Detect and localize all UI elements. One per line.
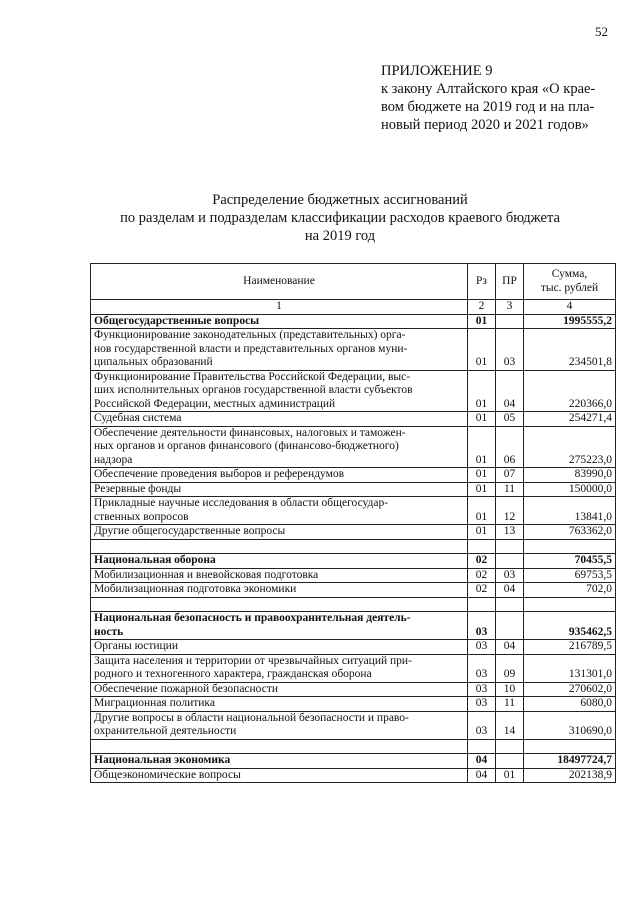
row-sum: 18497724,7	[524, 754, 616, 769]
row-rz: 03	[468, 640, 496, 655]
row-sum: 270602,0	[524, 682, 616, 697]
row-name	[91, 612, 468, 640]
row-name	[91, 597, 468, 612]
row-pr: 01	[496, 768, 524, 783]
row-pr	[496, 612, 524, 640]
row-name	[91, 640, 468, 655]
table-row	[91, 370, 616, 412]
table-row	[91, 568, 616, 583]
appendix-block	[381, 62, 619, 134]
title-line: по разделам и подразделам классификации расходов краевого бюджета	[120, 210, 560, 226]
row-rz: 01	[468, 426, 496, 468]
table-row	[91, 497, 616, 525]
row-name	[91, 497, 468, 525]
row-sum: 254271,4	[524, 412, 616, 427]
row-rz	[468, 539, 496, 554]
row-pr: 03	[496, 329, 524, 371]
header-rz: Рз	[468, 264, 496, 300]
row-sum: 763362,0	[524, 525, 616, 540]
row-name-line: Обеспечение пожарной безопасности	[94, 682, 279, 695]
section-row	[91, 754, 616, 769]
row-name	[91, 554, 468, 569]
row-rz: 03	[468, 682, 496, 697]
row-pr	[496, 314, 524, 329]
table-row	[91, 711, 616, 739]
table-row	[91, 468, 616, 483]
row-name-line: охранительной деятельности	[94, 725, 237, 737]
table-row	[91, 654, 616, 682]
appendix-line: к закону Алтайского края «О крае-	[381, 81, 596, 97]
row-name-line: Прикладные научные исследования в области общегосудар-	[94, 497, 389, 509]
column-number: 1	[91, 300, 468, 315]
row-name-line: ность	[94, 625, 124, 638]
row-rz: 01	[468, 468, 496, 483]
column-number-row	[91, 300, 616, 315]
row-sum: 935462,5	[524, 612, 616, 640]
row-name-line: надзора	[94, 453, 133, 466]
row-name-line: Резервные фонды	[94, 482, 182, 495]
row-sum: 83990,0	[524, 468, 616, 483]
row-sum: 131301,0	[524, 654, 616, 682]
header-sum-line: тыс. рублей	[540, 281, 599, 294]
spacer-row	[91, 739, 616, 754]
row-name	[91, 768, 468, 783]
column-number: 4	[524, 300, 616, 315]
row-name-line: Функционирование законодательных (представительных) орга-	[94, 329, 406, 341]
row-rz: 04	[468, 768, 496, 783]
row-rz: 01	[468, 497, 496, 525]
row-pr: 05	[496, 412, 524, 427]
row-sum: 150000,0	[524, 482, 616, 497]
table-row	[91, 482, 616, 497]
section-row	[91, 612, 616, 640]
row-sum: 234501,8	[524, 329, 616, 371]
header-sum-line: Сумма,	[551, 268, 588, 280]
row-name	[91, 568, 468, 583]
row-rz	[468, 597, 496, 612]
column-number: 3	[496, 300, 524, 315]
row-rz: 02	[468, 554, 496, 569]
row-name	[91, 314, 468, 329]
row-pr: 11	[496, 697, 524, 712]
row-name	[91, 482, 468, 497]
row-pr	[496, 554, 524, 569]
row-name-line: Общеэкономические вопросы	[94, 768, 241, 781]
appendix-line: новый период 2020 и 2021 годов»	[381, 117, 589, 133]
row-rz	[468, 739, 496, 754]
title-line: на 2019 год	[304, 228, 376, 244]
row-name-line: Российской Федерации, местных администраций	[94, 397, 336, 410]
row-name-line: Мобилизационная подготовка экономики	[94, 583, 297, 595]
row-sum: 310690,0	[524, 711, 616, 739]
row-name-line: Национальная экономика	[94, 754, 231, 766]
row-name-line: Общегосударственные вопросы	[94, 314, 260, 327]
table-body	[91, 314, 616, 783]
row-rz: 04	[468, 754, 496, 769]
row-name-line: нов государственной власти и представительных органов муни-	[94, 342, 408, 355]
document-title	[60, 191, 620, 245]
row-pr: 06	[496, 426, 524, 468]
spacer-row	[91, 539, 616, 554]
table-row	[91, 768, 616, 783]
row-name	[91, 329, 468, 371]
row-name-line: ных органов и органов финансового (финансово-бюджетного)	[94, 440, 399, 452]
row-rz: 03	[468, 711, 496, 739]
row-pr	[496, 739, 524, 754]
row-pr	[496, 754, 524, 769]
row-rz: 01	[468, 482, 496, 497]
header-sum	[524, 264, 616, 300]
page-number: 52	[595, 24, 608, 39]
row-pr: 10	[496, 682, 524, 697]
row-name	[91, 370, 468, 412]
row-rz: 01	[468, 370, 496, 412]
table-row	[91, 640, 616, 655]
section-row	[91, 554, 616, 569]
row-name-line: ственных вопросов	[94, 510, 189, 523]
row-pr: 04	[496, 370, 524, 412]
table-row	[91, 329, 616, 371]
table-row	[91, 426, 616, 468]
appendix-line: ПРИЛОЖЕНИЕ 9	[381, 63, 493, 79]
table-row	[91, 583, 616, 598]
row-name-line: Обеспечение деятельности финансовых, налоговых и таможен-	[94, 426, 406, 439]
row-name	[91, 697, 468, 712]
row-name	[91, 583, 468, 598]
row-pr: 09	[496, 654, 524, 682]
table-row	[91, 412, 616, 427]
row-name	[91, 525, 468, 540]
row-rz: 03	[468, 697, 496, 712]
row-name-line: Органы юстиции	[94, 640, 178, 652]
row-sum	[524, 597, 616, 612]
row-pr	[496, 539, 524, 554]
row-name	[91, 754, 468, 769]
row-sum: 1995555,2	[524, 314, 616, 329]
row-name-line: родного и техногенного характера, гражданская оборона	[94, 668, 372, 680]
table-header-row	[91, 264, 616, 300]
row-pr: 11	[496, 482, 524, 497]
budget-table	[90, 263, 616, 783]
row-sum: 220366,0	[524, 370, 616, 412]
row-sum: 70455,5	[524, 554, 616, 569]
row-name	[91, 468, 468, 483]
header-name: Наименование	[91, 264, 468, 300]
row-rz: 01	[468, 329, 496, 371]
row-name-line: ших исполнительных органов государственной власти субъектов	[94, 384, 413, 396]
row-rz: 02	[468, 583, 496, 598]
row-rz: 01	[468, 314, 496, 329]
row-sum	[524, 539, 616, 554]
row-sum: 69753,5	[524, 568, 616, 583]
row-rz: 01	[468, 412, 496, 427]
row-sum: 275223,0	[524, 426, 616, 468]
row-pr: 13	[496, 525, 524, 540]
row-name-line: Другие общегосударственные вопросы	[94, 525, 286, 537]
table-row	[91, 525, 616, 540]
section-row	[91, 314, 616, 329]
row-pr	[496, 597, 524, 612]
row-name-line: Национальная безопасность и правоохранительная деятель-	[94, 612, 411, 624]
row-name	[91, 539, 468, 554]
row-name	[91, 412, 468, 427]
row-name	[91, 654, 468, 682]
row-name-line: Обеспечение проведения выборов и референдумов	[94, 468, 345, 480]
row-pr: 07	[496, 468, 524, 483]
row-name	[91, 682, 468, 697]
row-name	[91, 426, 468, 468]
row-sum: 13841,0	[524, 497, 616, 525]
row-pr: 04	[496, 640, 524, 655]
row-sum: 6080,0	[524, 697, 616, 712]
row-name-line: ципальных образований	[94, 356, 213, 368]
row-name-line: Национальная оборона	[94, 554, 216, 566]
row-rz: 03	[468, 654, 496, 682]
row-pr: 14	[496, 711, 524, 739]
row-name-line: Судебная система	[94, 412, 182, 424]
row-pr: 12	[496, 497, 524, 525]
row-sum	[524, 739, 616, 754]
row-sum: 216789,5	[524, 640, 616, 655]
row-rz: 02	[468, 568, 496, 583]
row-name-line: Защита населения и территории от чрезвычайных ситуаций при-	[94, 654, 412, 667]
appendix-line: вом бюджете на 2019 год и на пла-	[381, 99, 595, 115]
row-pr: 04	[496, 583, 524, 598]
row-name	[91, 711, 468, 739]
row-sum: 202138,9	[524, 768, 616, 783]
row-pr: 03	[496, 568, 524, 583]
title-line: Распределение бюджетных ассигнований	[212, 192, 468, 208]
row-rz: 03	[468, 612, 496, 640]
row-sum: 702,0	[524, 583, 616, 598]
column-number: 2	[468, 300, 496, 315]
row-name-line: Другие вопросы в области национальной безопасности и право-	[94, 711, 409, 724]
row-name-line: Функционирование Правительства Российской Федерации, выс-	[94, 370, 411, 383]
table-row	[91, 682, 616, 697]
table-row	[91, 697, 616, 712]
row-rz: 01	[468, 525, 496, 540]
header-pr: ПР	[496, 264, 524, 300]
row-name-line: Миграционная политика	[94, 697, 215, 709]
row-name-line: Мобилизационная и вневойсковая подготовка	[94, 568, 319, 581]
row-name	[91, 739, 468, 754]
spacer-row	[91, 597, 616, 612]
